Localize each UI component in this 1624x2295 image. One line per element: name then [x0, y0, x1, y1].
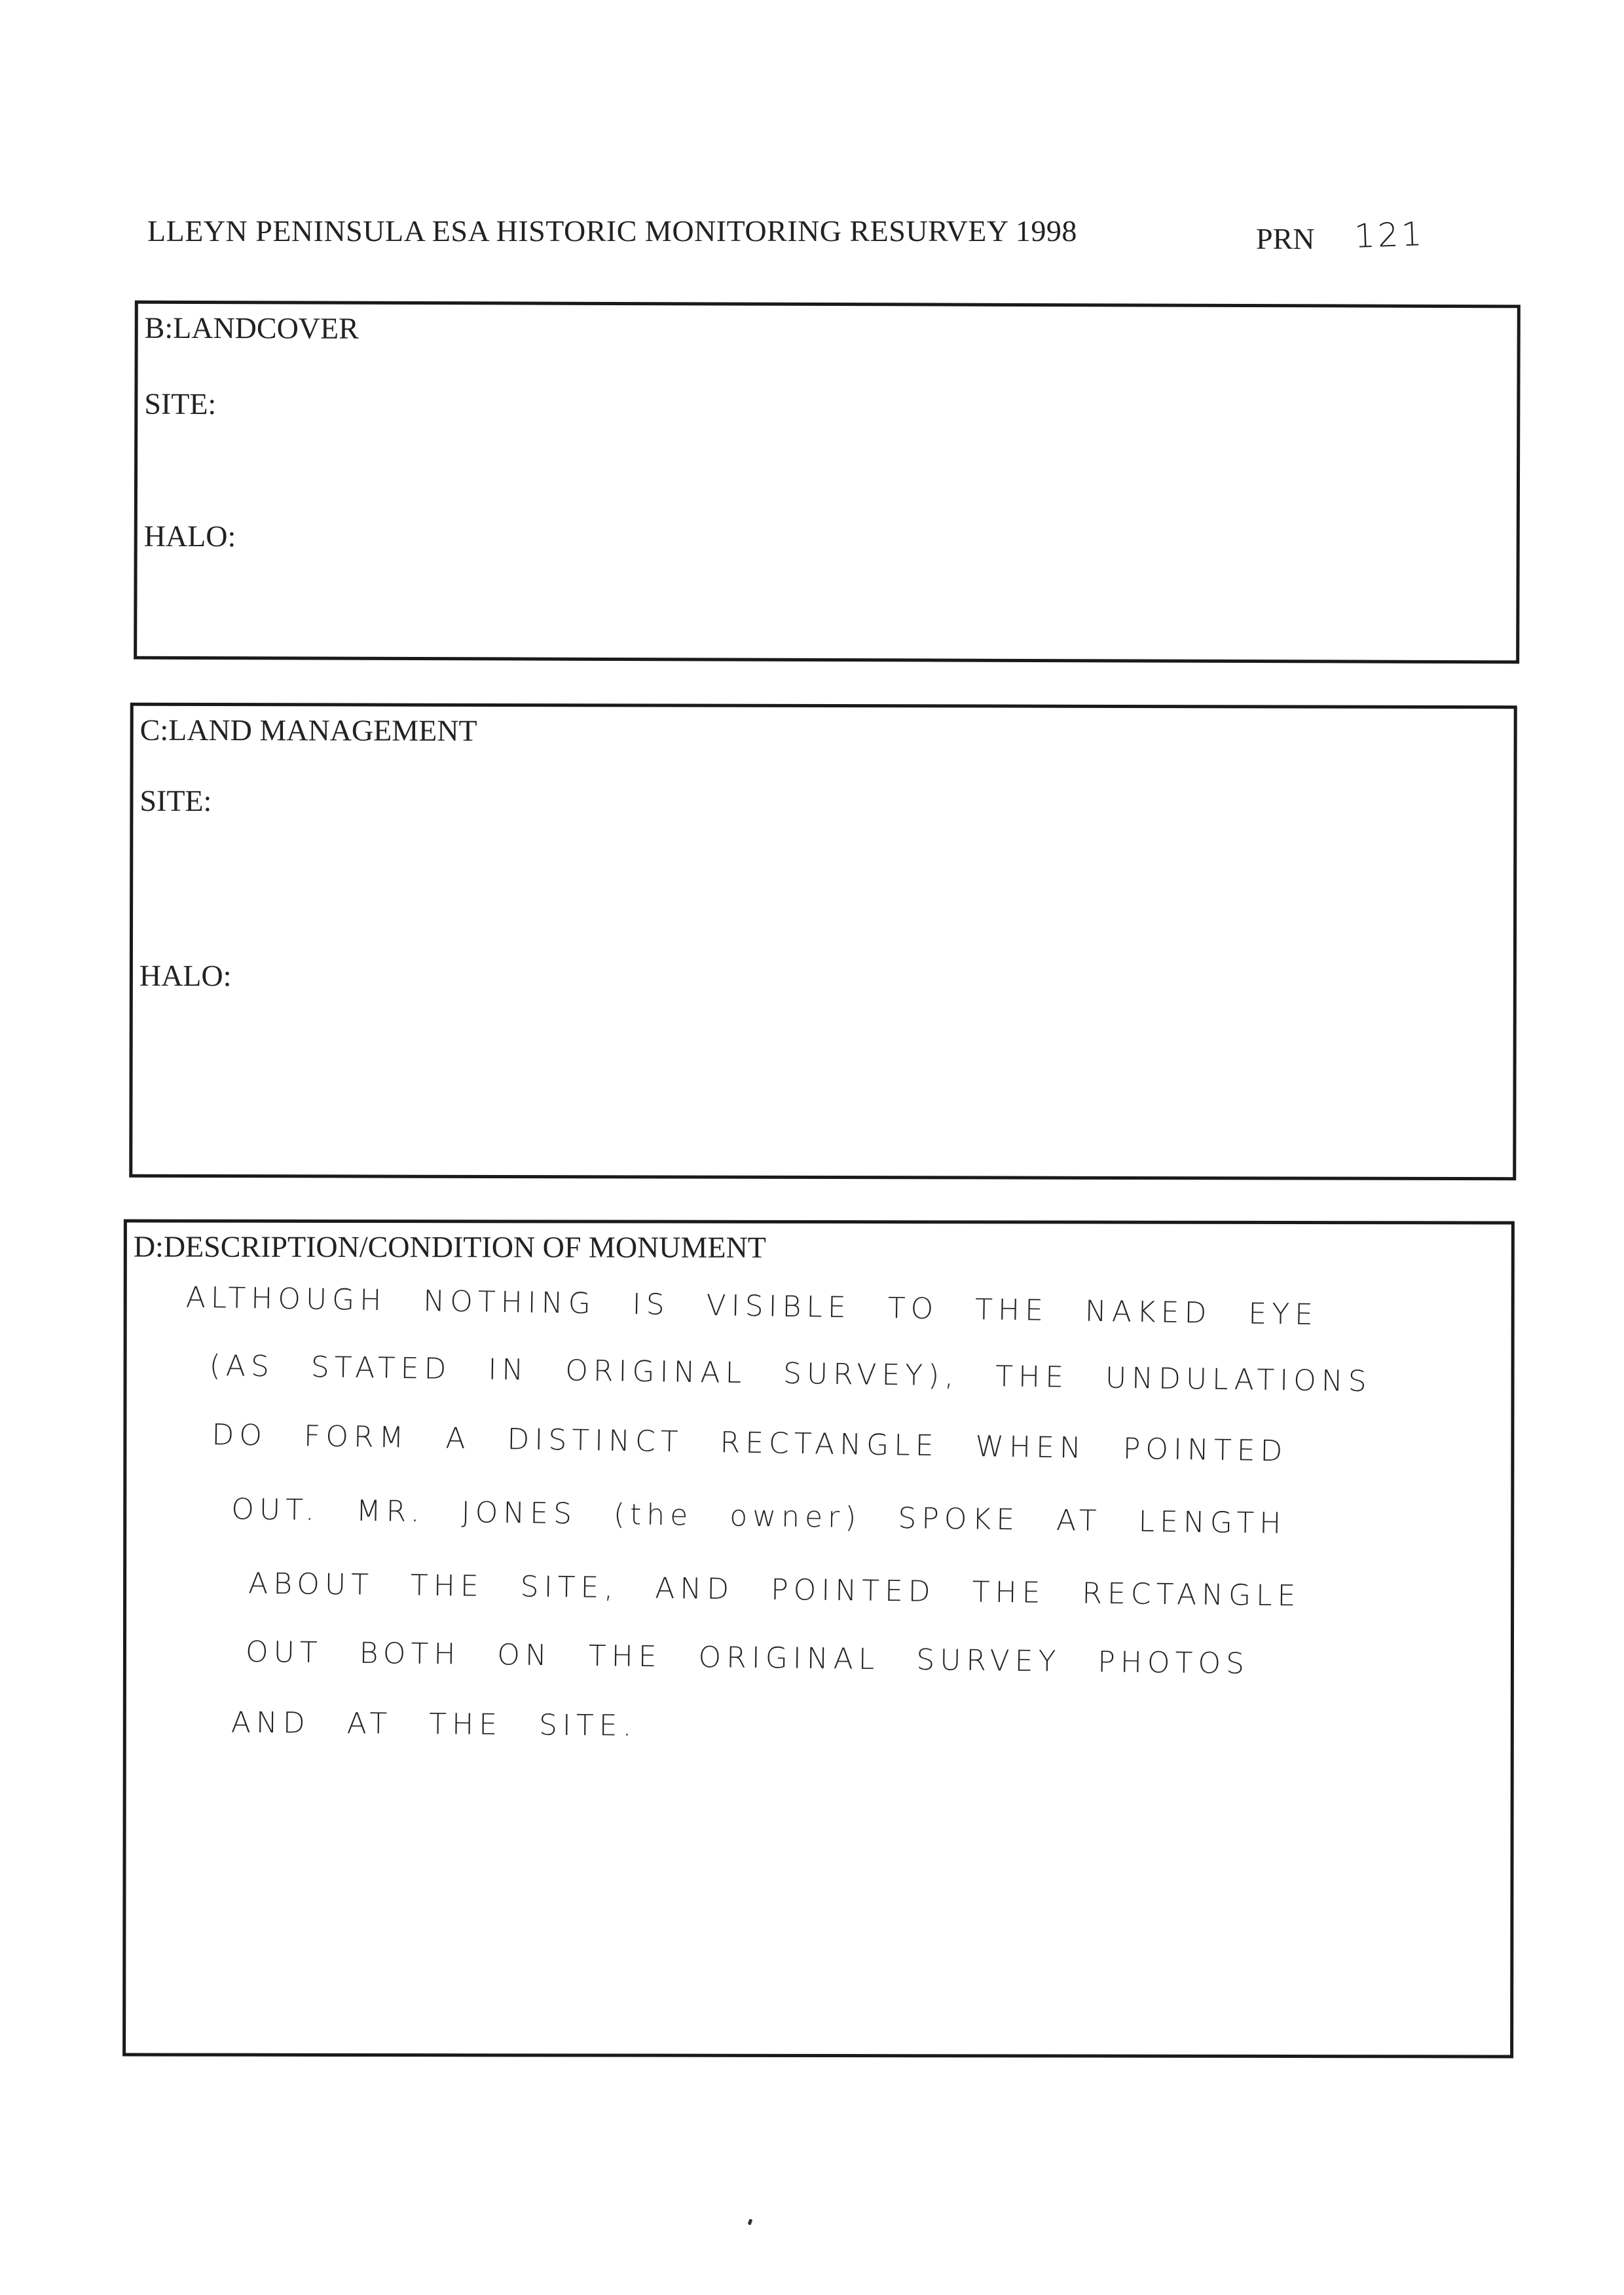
- landcover-section: [134, 301, 1521, 664]
- handwritten-line: OUT BOTH ON THE ORIGINAL SURVEY PHOTOS: [245, 1635, 1250, 1681]
- handwritten-line: DO FORM A DISTINCT RECTANGLE WHEN POINTED: [212, 1418, 1288, 1468]
- handwritten-line: AND AT THE SITE.: [231, 1706, 637, 1743]
- landcover-halo-label: HALO:: [143, 519, 236, 553]
- land-management-halo-label: HALO:: [139, 958, 232, 993]
- description-section: [122, 1220, 1515, 2059]
- scan-speck: [748, 2218, 753, 2225]
- prn-label: PRN: [1256, 222, 1315, 255]
- form-title: LLEYN PENINSULA ESA HISTORIC MONITORING RESURVEY 1998: [147, 214, 1077, 248]
- description-title: D:DESCRIPTION/CONDITION OF MONUMENT: [133, 1229, 766, 1264]
- land-management-site-label: SITE:: [139, 783, 212, 818]
- handwritten-line: (AS STATED IN ORIGINAL SURVEY), THE UNDULATIONS: [209, 1349, 1372, 1399]
- handwritten-line: OUT. MR. JONES (the owner) SPOKE AT LENGTH: [231, 1492, 1287, 1540]
- handwritten-line: ABOUT THE SITE, AND POINTED THE RECTANGLE: [248, 1567, 1301, 1613]
- land-management-title: C:LAND MANAGEMENT: [139, 713, 477, 747]
- landcover-site-label: SITE:: [144, 386, 217, 421]
- handwritten-line: ALTHOUGH NOTHING IS VISIBLE TO THE NAKED EYE: [185, 1280, 1319, 1332]
- prn-value: 121: [1354, 215, 1426, 255]
- land-management-section: [129, 703, 1517, 1180]
- landcover-title: B:LANDCOVER: [144, 310, 359, 345]
